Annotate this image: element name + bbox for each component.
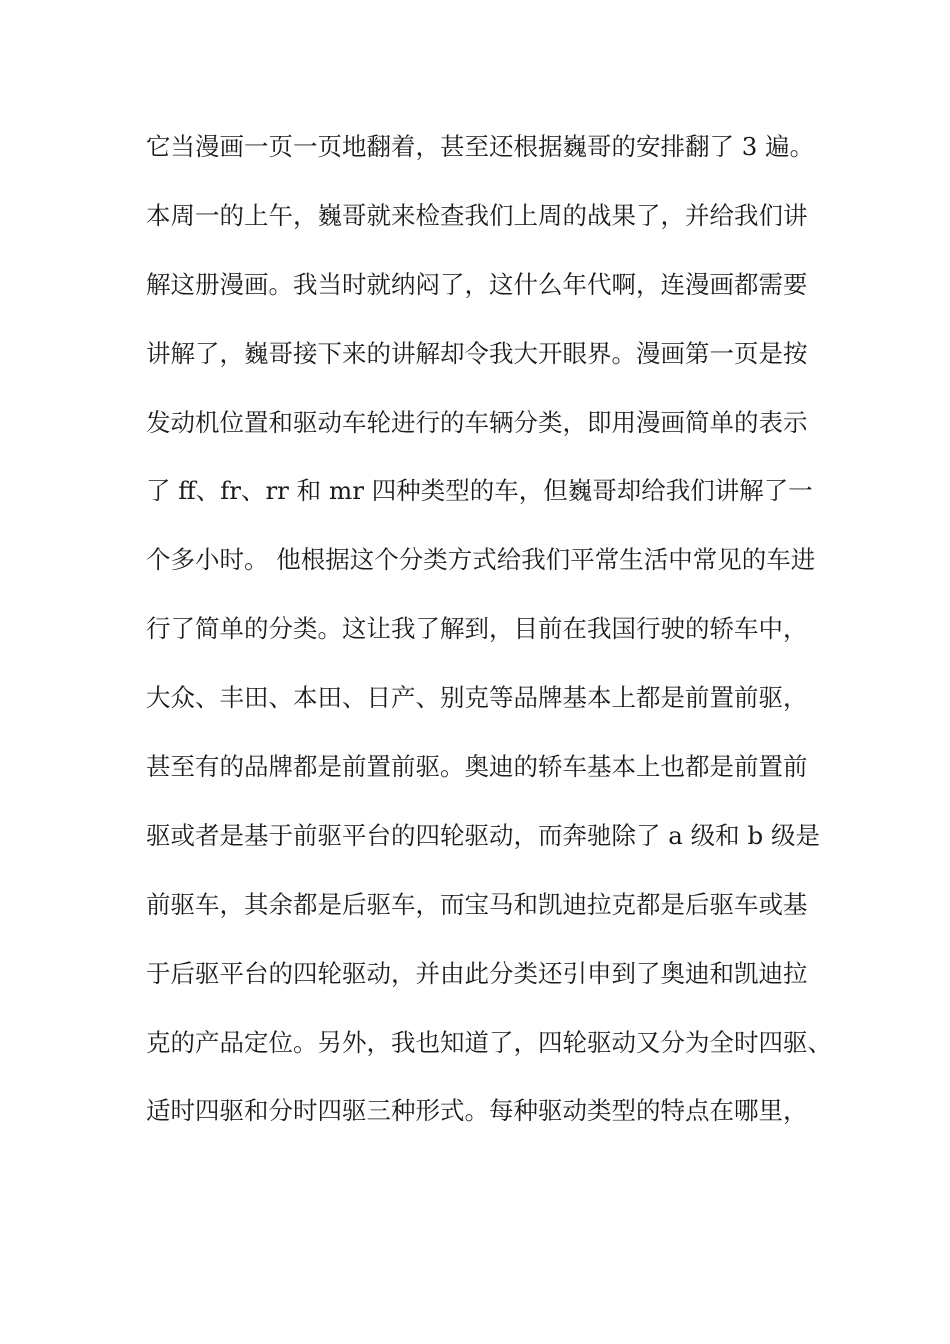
text-line: 发动机位置和驱动车轮进行的车辆分类，即用漫画简单的表示: [146, 407, 808, 437]
text-line: 它当漫画一页一页地翻着，甚至还根据巍哥的安排翻了 3 遍。: [146, 132, 815, 161]
text-line: 甚至有的品牌都是前置前驱。奥迪的轿车基本上也都是前置前: [146, 752, 808, 782]
text-line: 了 ff、fr、rr 和 mr 四种类型的车，但巍哥却给我们讲解了一: [146, 476, 813, 506]
text-line: 解这册漫画。我当时就纳闷了，这什么年代啊，连漫画都需要: [146, 269, 808, 299]
text-line: 个多小时。 他根据这个分类方式给我们平常生活中常见的车进: [146, 545, 816, 575]
text-line: 本周一的上午，巍哥就来检查我们上周的战果了，并给我们讲: [146, 200, 808, 230]
text-line: 大众、丰田、本田、日产、别克等品牌基本上都是前置前驱，: [146, 683, 808, 713]
text-line: 适时四驱和分时四驱三种形式。每种驱动类型的特点在哪里，: [146, 1096, 808, 1126]
text-line: 行了简单的分类。这让我了解到，目前在我国行驶的轿车中，: [146, 614, 808, 644]
text-line: 克的产品定位。另外，我也知道了，四轮驱动又分为全时四驱、: [146, 1027, 832, 1057]
body-text: [146, 127, 836, 1160]
text-line: 前驱车，其余都是后驱车，而宝马和凯迪拉克都是后驱车或基: [146, 889, 808, 919]
text-line: 于后驱平台的四轮驱动，并由此分类还引申到了奥迪和凯迪拉: [146, 958, 808, 988]
text-line: 驱或者是基于前驱平台的四轮驱动，而奔驰除了 a 级和 b 级是: [146, 820, 820, 850]
text-line: 讲解了，巍哥接下来的讲解却令我大开眼界。漫画第一页是按: [146, 338, 808, 368]
